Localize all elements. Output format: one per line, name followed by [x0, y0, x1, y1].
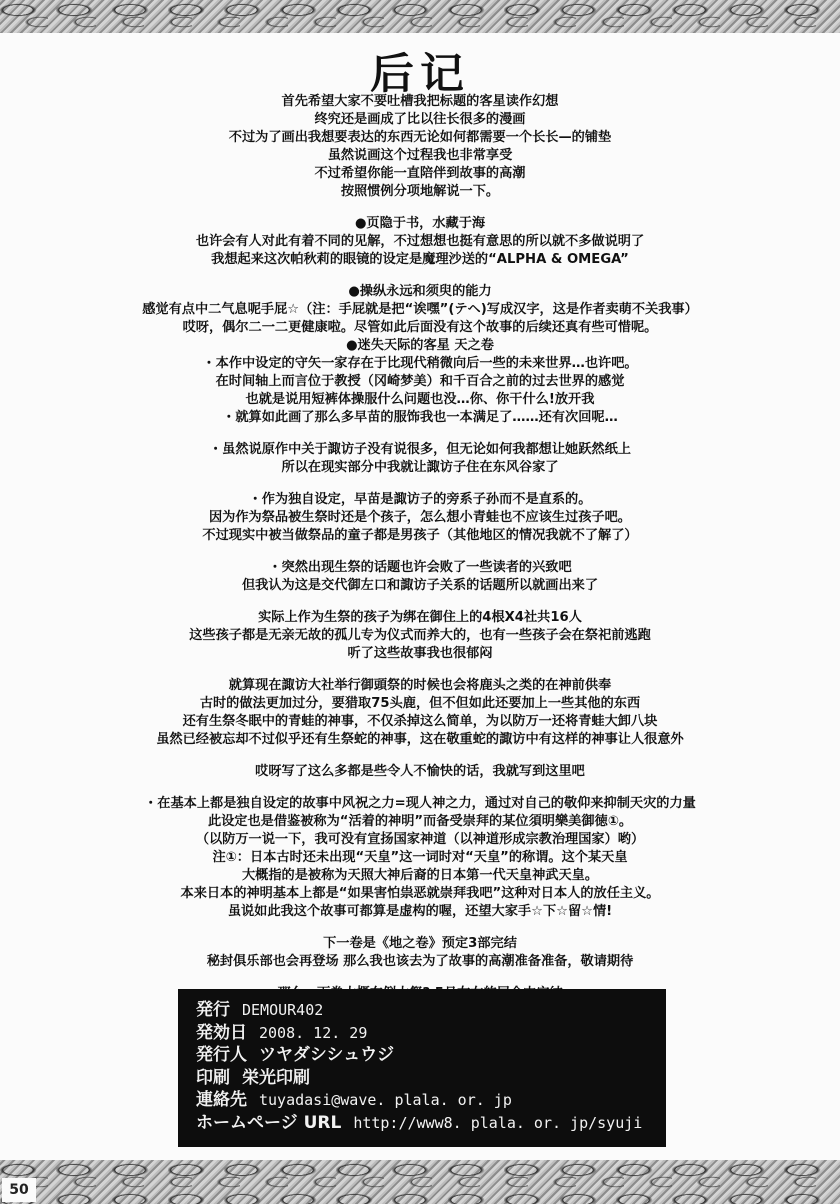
afterword-text	[0, 93, 840, 1021]
colophon-row	[196, 999, 648, 1022]
text-line: 按照惯例分项地解说一下。	[340, 184, 500, 199]
page-number: 50	[2, 1178, 36, 1202]
colophon-label: 連絡先	[196, 1090, 247, 1111]
colophon-row	[196, 1067, 648, 1090]
text-line: 虽然已经被忘却不过似乎还有生祭蛇的神事，这在敬重蛇的諏访中有这样的神事让人很意外	[156, 732, 684, 747]
text-line: 下一卷是《地之卷》预定3部完结	[323, 936, 517, 951]
text-line: 感觉有点中二气息呢手屁☆（注：手屁就是把“诶嘿”(テヘ)写成汉字，这是作者卖萌不关我事）	[142, 302, 698, 317]
text-line: ・虽然说原作中关于諏访子没有说很多，但无论如何我都想让她跃然纸上	[209, 442, 631, 457]
page-title: 后记	[370, 50, 470, 99]
text-line: 此设定也是借鉴被称为“活着的神明”而备受崇拜的某位須明樂美御徳①。	[207, 814, 633, 829]
text-line: 在时间轴上而言位于教授（冈崎梦美）和千百合之前的过去世界的感觉	[215, 374, 625, 389]
colophon-label: 発効日	[196, 1022, 247, 1043]
text-line: 实际上作为生祭的孩子为绑在御住上的4根X4社共16人	[258, 610, 582, 625]
colophon-box	[178, 989, 666, 1147]
colophon-value: ツヤダシシュウジ	[259, 1045, 395, 1066]
text-line: 哎呀，偶尔二一二更健康啦。尽管如此后面没有这个故事的后续还真有些可惜呢。	[182, 320, 658, 335]
text-line: 还有生祭冬眠中的青蛙的神事，不仅杀掉这么简单，为以防万一还将青蛙大卸八块	[182, 714, 658, 729]
colophon-row	[196, 1044, 648, 1067]
text-line: ・在基本上都是独自设定的故事中风祝之力=现人神之力，通过对自己的敬仰来抑制天灾的力量	[144, 796, 696, 811]
text-line: 虽说如此我这个故事可都算是虚构的喔，还望大家手☆下☆留☆情!	[227, 904, 613, 919]
text-line: 秘封俱乐部也会再登场 那么我也该去为了故事的高潮准备准备，敬请期待	[206, 954, 634, 969]
text-line: 哎呀写了这么多都是些令人不愉快的话，我就写到这里吧	[255, 764, 585, 779]
colophon-value: 2008. 12. 29	[259, 1023, 368, 1042]
text-line: 不过为了画出我想要表达的东西无论如何都需要一个长长—的铺垫	[228, 130, 612, 145]
text-line: ・就算如此画了那么多早苗的服饰我也一本满足了……还有次回呢…	[222, 410, 618, 425]
colophon-label: 発行	[196, 1000, 230, 1020]
text-line: （以防万一说一下，我可没有宣扬国家神道（以神道形成宗教治理国家）哟）	[195, 832, 645, 847]
text-line: 古时的做法更加过分，要猎取75头鹿，但不但如此还要加上一些其他的东西	[199, 696, 641, 711]
text-line: 大概指的是被称为天照大神后裔的日本第一代天皇神武天皇。	[241, 868, 599, 883]
colophon-row	[196, 1089, 648, 1112]
text-line: 注①：日本古时还未出现“天皇”这一词时对“天皇”的称谓。这个某天皇	[212, 850, 628, 865]
text-line: 本来日本的神明基本上都是“如果害怕祟恶就崇拜我吧”这种对日本人的放任主义。	[180, 886, 660, 901]
text-line: 首先希望大家不要吐槽我把标题的客星读作幻想	[281, 94, 559, 109]
colophon-value: tuyadasi@wave. plala. or. jp	[259, 1091, 512, 1110]
colophon-value: DEMOUR402	[242, 1001, 324, 1019]
text-line: 终究还是画成了比以往长很多的漫画	[314, 112, 526, 127]
decorative-border-bottom	[0, 1160, 840, 1204]
text-line: ・本作中设定的守矢一家存在于比现代稍微向后一些的未来世界…也许吧。	[202, 356, 638, 371]
text-line: ・突然出现生祭的话题也许会败了一些读者的兴致吧	[268, 560, 572, 575]
colophon-row	[196, 1022, 648, 1045]
text-line: 也许会有人对此有着不同的见解，不过想想也挺有意思的所以就不多做说明了	[195, 234, 645, 249]
text-line: 也就是说用短裤体操服什么问题也没…你、你干什么!放开我	[245, 392, 595, 407]
text-line: ●页隐于书，水藏于海	[354, 216, 486, 231]
text-line: 虽然说画这个过程我也非常享受	[327, 148, 513, 163]
colophon-row	[196, 1112, 648, 1135]
text-line: 听了这些故事我也很郁闷	[347, 646, 493, 661]
colophon-value: 栄光印刷	[242, 1067, 310, 1088]
text-line: ・作为独自设定，早苗是諏访子的旁系子孙而不是直系的。	[248, 492, 592, 507]
text-line: 但我认为这是交代御左口和諏访子关系的话题所以就画出来了	[241, 578, 599, 593]
text-line: ●迷失天际的客星 天之卷	[346, 338, 494, 353]
text-line: 不过希望你能一直陪伴到故事的高潮	[314, 166, 526, 181]
text-line: 所以在现实部分中我就让諏访子住在东风谷家了	[281, 460, 559, 475]
colophon-label: 印刷	[196, 1067, 230, 1088]
decorative-border-top	[0, 0, 840, 33]
text-line: 这些孩子都是无亲无故的孤儿专为仪式而养大的，也有一些孩子会在祭祀前逃跑	[189, 628, 651, 643]
text-line: 就算现在諏访大社举行御頭祭的时候也会将鹿头之类的在神前供奉	[228, 678, 612, 693]
colophon-label: ホームページ URL	[196, 1112, 342, 1133]
text-line: 因为作为祭品被生祭时还是个孩子，怎么想小青蛙也不应该生过孩子吧。	[209, 510, 631, 525]
colophon-value: http://www8. plala. or. jp/syuji	[353, 1113, 643, 1132]
text-line: 我想起来这次帕秋莉的眼镜的设定是魔理沙送的“ALPHA & OMEGA”	[211, 252, 629, 267]
text-line: ●操纵永远和须臾的能力	[348, 284, 492, 299]
text-line: 不过现实中被当做祭品的童子都是男孩子（其他地区的情况我就不了解了）	[202, 528, 638, 543]
colophon-label: 発行人	[196, 1045, 247, 1066]
